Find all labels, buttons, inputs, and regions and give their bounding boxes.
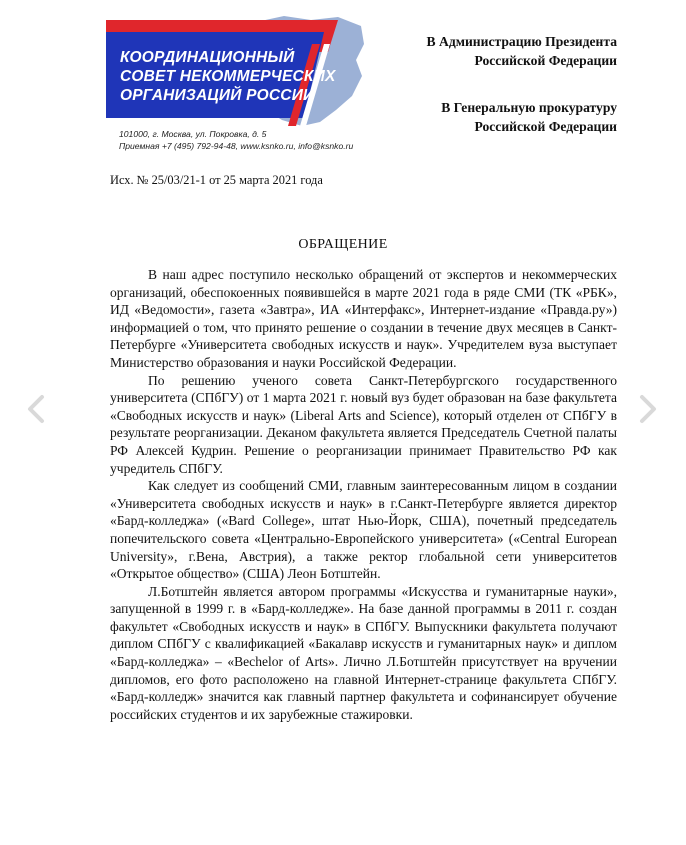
chevron-left-icon <box>22 394 52 424</box>
body-paragraph: По решению ученого совета Санкт-Петербургского государственного университета (СПбГУ) от 1 марта 2021 г. новый вуз будет образован на базе факультета «Свободных искусств и наук» (Liberal Arts and Science), который отделен от СПбГУ в результате реорганизации. Деканом факультета является Председатель Счетной палаты РФ Алексей Кудрин. Решение о реорганизации принимает Правительство РФ как учредитель СПбГУ. <box>110 372 617 476</box>
body-paragraph: Л.Ботштейн является автором программы «Искусства и гуманитарные науки», запущенной в 1999 г. в «Бард-колледже». На базе данной программы в 2011 г. создан факультет «Свободных искусств и наук» в СПбГУ. Выпускники факультета получают диплом СПбГУ с квалификацией «Бакалавр искусств и гуманитарных наук» и диплом «Бард-колледжа» – «Bechelor of Arts». Лично Л.Ботштейн присутствует на вручении дипломов, его фото расположено на главной Интернет-странице факультета СПбГУ. «Бард-колледж» значится как главный партнер факультета и софинансирует обучение российских студентов и их зарубежные стажировки. <box>110 583 617 722</box>
letterhead-address: 101000, г. Москва, ул. Покровка, д. 5 <box>119 129 267 139</box>
logo-text-line-1: КООРДИНАЦИОННЫЙ <box>120 49 295 66</box>
next-page-button[interactable] <box>632 394 662 424</box>
recipient-line: Российской Федерации <box>474 119 617 134</box>
organization-logo <box>106 14 366 132</box>
logo-text-line-3: ОРГАНИЗАЦИЙ РОССИИ <box>120 87 315 104</box>
previous-page-button[interactable] <box>22 394 52 424</box>
recipient-line: Российской Федерации <box>474 53 617 68</box>
recipient-line: В Генеральную прокуратуру <box>441 100 617 115</box>
recipient-presidential-administration <box>427 32 617 70</box>
logo-text-line-2: СОВЕТ НЕКОММЕРЧЕСКИХ <box>120 68 336 85</box>
document-body <box>110 266 617 723</box>
document-title: ОБРАЩЕНИЕ <box>298 237 388 252</box>
recipient-line: В Администрацию Президента <box>426 34 617 49</box>
body-paragraph: Как следует из сообщений СМИ, главным заинтересованным лицом в создании «Университета свободных искусств и наук» в г.Санкт-Петербурге является директор «Бард-колледжа» («Bard College», штат Нью-Йорк, США), почетный председатель попечительского совета «Центрально-Европейского университета» («Central European University», г.Вена, Австрия), а также ректор глобальной сети университетов «Открытое общество» (США) Леон Ботштейн. <box>110 478 617 582</box>
body-paragraph: В наш адрес поступило несколько обращений от экспертов и некоммерческих организаций, обеспокоенных появившейся в марте 2021 года в ряде СМИ (ТК «РБК», ИД «Ведомости», газета «Завтра», ИА «Интерфакс», Интернет-издание «Правда.ру») информацией о том, что принято решение о создании в течение двух месяцев в Санкт-Петербурге «Университета свободных искусств и наук». Учредителем вуза выступает Министерство образования и науки Российской Федерации. <box>110 267 617 370</box>
recipient-prosecutor-office <box>441 98 617 136</box>
chevron-right-icon <box>632 394 662 424</box>
outgoing-reference: Исх. № 25/03/21-1 от 25 марта 2021 года <box>110 173 323 187</box>
letterhead-address-block <box>119 128 353 152</box>
letterhead-contacts: Приемная +7 (495) 792-94-48, www.ksnko.ru, info@ksnko.ru <box>119 141 354 151</box>
